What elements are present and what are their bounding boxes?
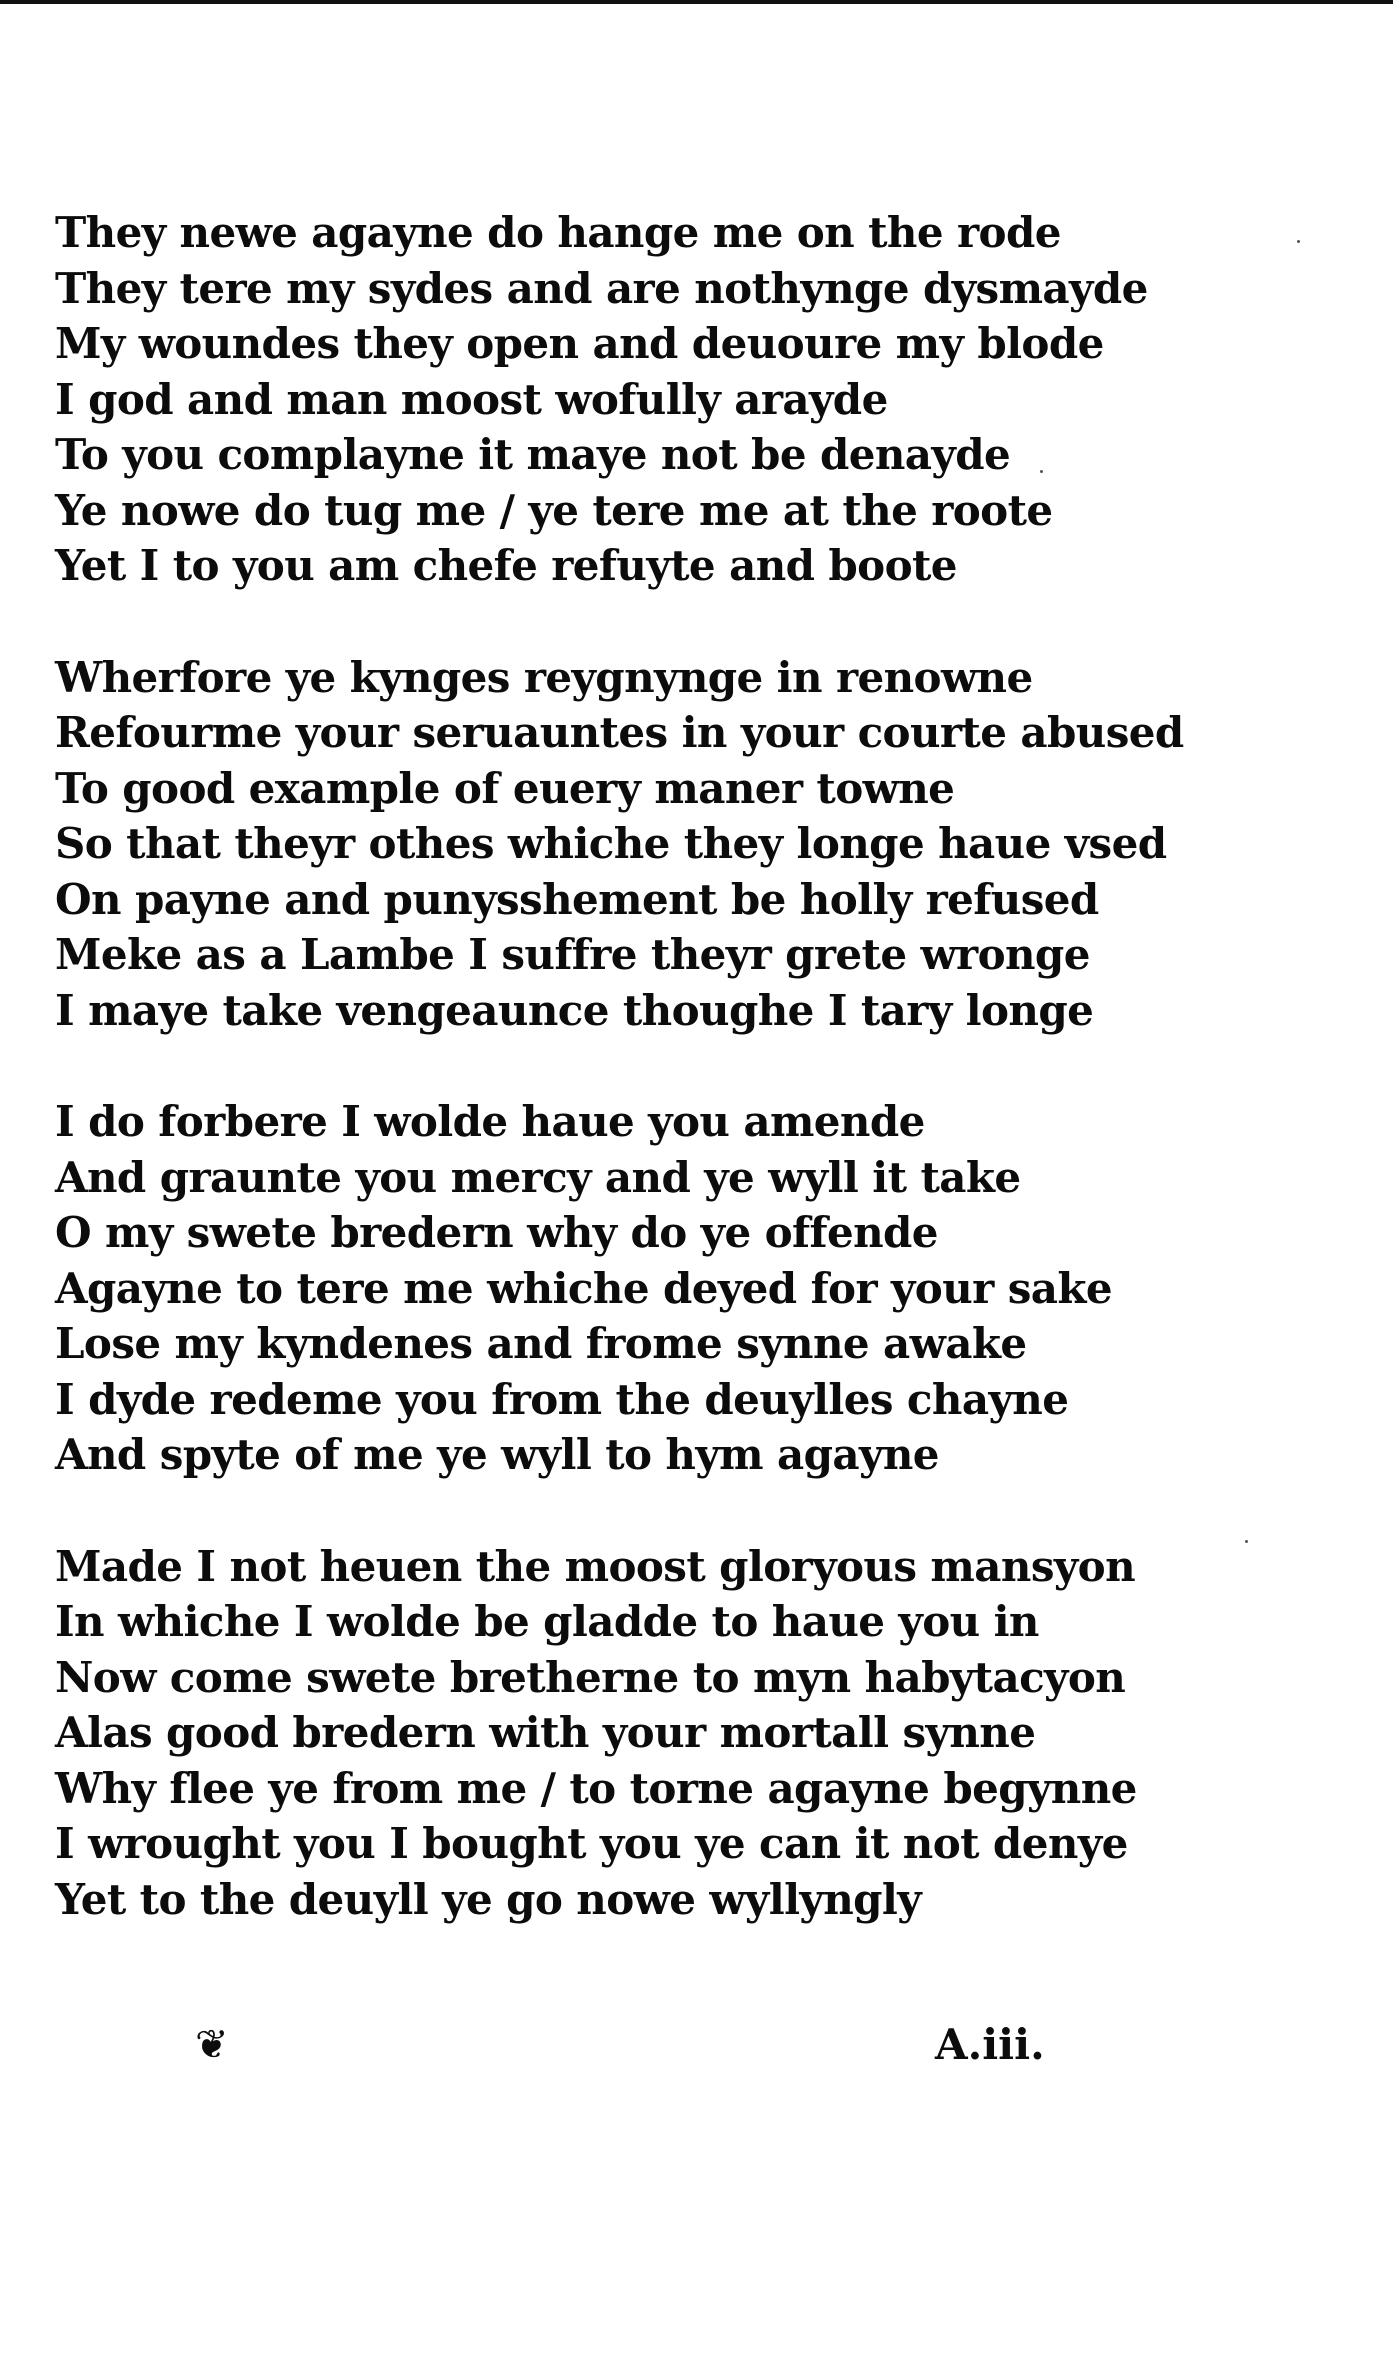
paper-speck: [1245, 1540, 1248, 1543]
verse-line: In whiche I wolde be gladde to haue you in: [55, 1597, 1039, 1646]
verse-line: Lose my kyndenes and frome synne awake: [55, 1319, 1027, 1368]
verse-line: To good example of euery maner towne: [55, 763, 955, 813]
verse-line: So that theyr othes whiche they longe haue vsed: [55, 819, 1167, 868]
signature-mark: A.iii.: [935, 2020, 1045, 2069]
page-footer: [55, 2020, 1135, 2080]
verse-line: Meke as a Lambe I suffre theyr grete wronge: [55, 930, 1090, 979]
verse-line: I wrought you I bought you ye can it not denye: [55, 1819, 1128, 1868]
verse-line: O my swete bredern why do ye offende: [55, 1208, 938, 1257]
verse-line: My woundes they open and deuoure my blode: [55, 319, 1104, 368]
fleuron-icon: ❦: [195, 2022, 229, 2068]
stanza-1: [55, 205, 1148, 594]
stanza-2: [55, 650, 1184, 1039]
verse-line: I maye take vengeaunce thoughe I tary longe: [55, 985, 1094, 1035]
verse-line: And graunte you mercy and ye wyll it take: [55, 1152, 1021, 1202]
verse-line: To you complayne it maye not be denayde: [55, 430, 1011, 479]
verse-line: Agayne to tere me whiche deyed for your sake: [55, 1263, 1112, 1313]
verse-line: Refourme your seruauntes in your courte abused: [55, 708, 1184, 757]
verse-line: Alas good bredern with your mortall synne: [55, 1708, 1036, 1757]
verse-line: Why flee ye from me / to torne agayne begynne: [55, 1763, 1137, 1813]
poem-text-block: [55, 205, 1184, 1983]
verse-line: Yet I to you am chefe refuyte and boote: [55, 541, 957, 590]
verse-line: Ye nowe do tug me / ye tere me at the roote: [55, 485, 1053, 535]
verse-line: Now come swete bretherne to myn habytacyon: [55, 1652, 1126, 1702]
verse-line: Yet to the deuyll ye go nowe wyllyngly: [55, 1874, 922, 1924]
verse-line: I do forbere I wolde haue you amende: [55, 1097, 925, 1146]
verse-line: They newe agayne do hange me on the rode: [55, 208, 1061, 257]
verse-line: Made I not heuen the moost gloryous mansyon: [55, 1541, 1136, 1591]
verse-line: And spyte of me ye wyll to hym agayne: [55, 1430, 939, 1479]
paper-speck: [1297, 240, 1300, 243]
stanza-3: [55, 1094, 1135, 1483]
top-border-rule: [0, 0, 1393, 4]
verse-line: I god and man moost wofully arayde: [55, 374, 888, 424]
stanza-4: [55, 1539, 1135, 1928]
verse-line: I dyde redeme you from the deuylles chayne: [55, 1374, 1069, 1424]
verse-line: On payne and punysshement be holly refused: [55, 874, 1099, 924]
verse-line: They tere my sydes and are nothynge dysmayde: [55, 263, 1148, 313]
verse-line: Wherfore ye kynges reygnynge in renowne: [55, 652, 1033, 702]
